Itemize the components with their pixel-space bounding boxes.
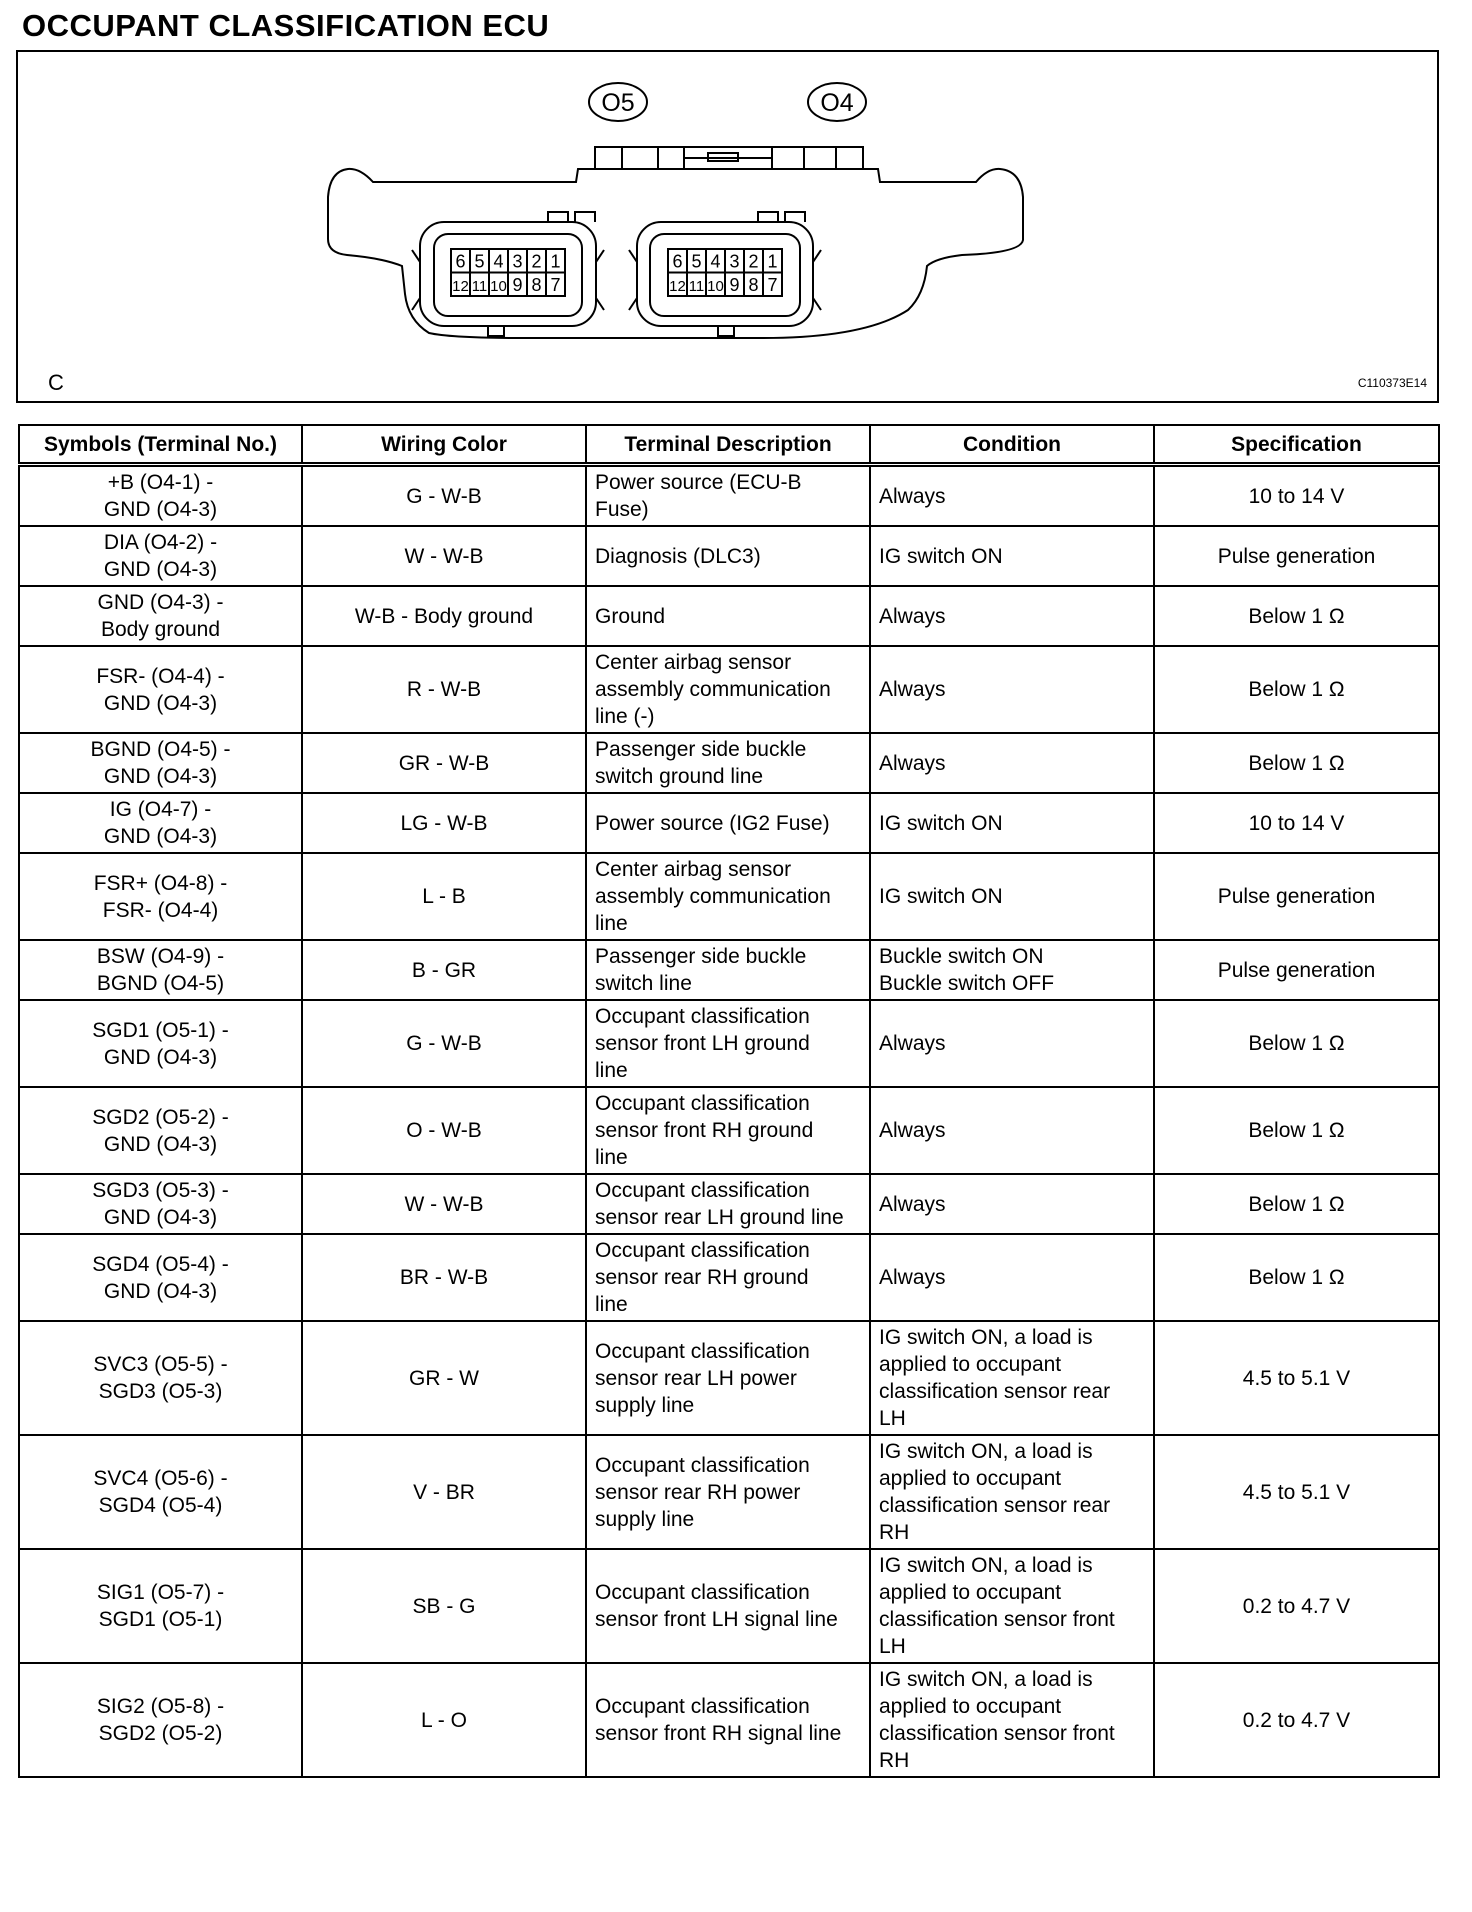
pin-number-label: 12: [452, 278, 469, 295]
specification-cell: 0.2 to 4.7 V: [1154, 1663, 1439, 1777]
specification-cell: Below 1 Ω: [1154, 586, 1439, 646]
specification-cell: 10 to 14 V: [1154, 465, 1439, 527]
description-cell: Diagnosis (DLC3): [586, 526, 870, 586]
connector-drawing: [18, 52, 1437, 401]
header-wiring-color: Wiring Color: [302, 425, 586, 465]
wiring-color-cell: W-B - Body ground: [302, 586, 586, 646]
description-cell: Passenger side buckle switch ground line: [586, 733, 870, 793]
description-cell: Occupant classification sensor front LH ground line: [586, 1000, 870, 1087]
description-cell: Center airbag sensor assembly communication line (-): [586, 646, 870, 733]
specification-cell: Below 1 Ω: [1154, 733, 1439, 793]
table-row: [19, 1234, 1439, 1321]
table-header-row: [19, 425, 1439, 465]
condition-cell: IG switch ON: [870, 526, 1154, 586]
specification-cell: Pulse generation: [1154, 526, 1439, 586]
ecu-top-tab: [595, 147, 863, 169]
view-letter: C: [48, 370, 64, 395]
wiring-color-cell: LG - W-B: [302, 793, 586, 853]
description-cell: Power source (ECU-B Fuse): [586, 465, 870, 527]
table-row: [19, 1663, 1439, 1777]
symbol-cell: BGND (O4-5) - GND (O4-3): [19, 733, 302, 793]
symbol-cell: SIG2 (O5-8) - SGD2 (O5-2): [19, 1663, 302, 1777]
wiring-color-cell: GR - W: [302, 1321, 586, 1435]
condition-cell: IG switch ON, a load is applied to occupant classification sensor front LH: [870, 1549, 1154, 1663]
table-row: [19, 1435, 1439, 1549]
table-row: [19, 526, 1439, 586]
wiring-color-cell: V - BR: [302, 1435, 586, 1549]
specification-cell: Pulse generation: [1154, 940, 1439, 1000]
condition-cell: Always: [870, 1087, 1154, 1174]
pin-grids: [451, 249, 782, 296]
description-cell: Occupant classification sensor rear RH ground line: [586, 1234, 870, 1321]
specification-cell: Below 1 Ω: [1154, 1087, 1439, 1174]
pin-number-label: 11: [471, 278, 488, 295]
table-row: [19, 1087, 1439, 1174]
symbol-cell: SGD1 (O5-1) - GND (O4-3): [19, 1000, 302, 1087]
description-cell: Occupant classification sensor front LH signal line: [586, 1549, 870, 1663]
header-symbols: Symbols (Terminal No.): [19, 425, 302, 465]
condition-cell: IG switch ON, a load is applied to occupant classification sensor rear RH: [870, 1435, 1154, 1549]
symbol-cell: BSW (O4-9) - BGND (O4-5): [19, 940, 302, 1000]
wiring-color-cell: G - W-B: [302, 1000, 586, 1087]
wiring-color-cell: O - W-B: [302, 1087, 586, 1174]
pin-number-label: 3: [512, 251, 523, 272]
header-condition: Condition: [870, 425, 1154, 465]
specification-cell: Below 1 Ω: [1154, 646, 1439, 733]
pin-number-label: 4: [710, 251, 721, 272]
symbol-cell: FSR+ (O4-8) - FSR- (O4-4): [19, 853, 302, 940]
header-terminal-description: Terminal Description: [586, 425, 870, 465]
pin-number-label: 5: [474, 251, 485, 272]
specification-cell: Below 1 Ω: [1154, 1234, 1439, 1321]
pin-number-label: 1: [550, 251, 561, 272]
wiring-color-cell: R - W-B: [302, 646, 586, 733]
pin-number-label: 1: [767, 251, 778, 272]
pin-number-label: 6: [672, 251, 683, 272]
condition-cell: Always: [870, 646, 1154, 733]
header-specification: Specification: [1154, 425, 1439, 465]
table-row: [19, 1321, 1439, 1435]
condition-cell: Always: [870, 733, 1154, 793]
pin-number-label: 9: [512, 275, 523, 295]
symbol-cell: SIG1 (O5-7) - SGD1 (O5-1): [19, 1549, 302, 1663]
pin-number-label: 11: [688, 278, 705, 295]
table-row: [19, 1000, 1439, 1087]
pin-number-label: 6: [455, 251, 466, 272]
pin-number-label: 4: [493, 251, 504, 272]
table-body: [19, 465, 1439, 1778]
specification-cell: Below 1 Ω: [1154, 1000, 1439, 1087]
wiring-color-cell: W - W-B: [302, 526, 586, 586]
specification-cell: 0.2 to 4.7 V: [1154, 1549, 1439, 1663]
wiring-color-cell: SB - G: [302, 1549, 586, 1663]
wiring-color-cell: B - GR: [302, 940, 586, 1000]
pin-number-label: 2: [531, 251, 542, 272]
symbol-cell: GND (O4-3) - Body ground: [19, 586, 302, 646]
description-cell: Center airbag sensor assembly communication line: [586, 853, 870, 940]
specification-cell: 4.5 to 5.1 V: [1154, 1321, 1439, 1435]
wiring-color-cell: GR - W-B: [302, 733, 586, 793]
description-cell: Occupant classification sensor rear LH power supply line: [586, 1321, 870, 1435]
wiring-color-cell: L - O: [302, 1663, 586, 1777]
pin-number-label: 8: [748, 275, 759, 295]
condition-cell: IG switch ON, a load is applied to occupant classification sensor rear LH: [870, 1321, 1154, 1435]
description-cell: Occupant classification sensor rear LH ground line: [586, 1174, 870, 1234]
page-title: OCCUPANT CLASSIFICATION ECU: [22, 8, 550, 43]
pin-number-label: 8: [531, 275, 542, 295]
description-cell: Passenger side buckle switch line: [586, 940, 870, 1000]
condition-cell: IG switch ON: [870, 853, 1154, 940]
condition-cell: Always: [870, 1174, 1154, 1234]
symbol-cell: +B (O4-1) - GND (O4-3): [19, 465, 302, 527]
wiring-color-cell: G - W-B: [302, 465, 586, 527]
table-row: [19, 465, 1439, 527]
symbol-cell: SVC3 (O5-5) - SGD3 (O5-3): [19, 1321, 302, 1435]
description-cell: Ground: [586, 586, 870, 646]
description-cell: Occupant classification sensor rear RH power supply line: [586, 1435, 870, 1549]
condition-cell: Buckle switch ON Buckle switch OFF: [870, 940, 1154, 1000]
specification-cell: 10 to 14 V: [1154, 793, 1439, 853]
symbol-cell: DIA (O4-2) - GND (O4-3): [19, 526, 302, 586]
symbol-cell: SGD2 (O5-2) - GND (O4-3): [19, 1087, 302, 1174]
table-row: [19, 793, 1439, 853]
condition-cell: IG switch ON: [870, 793, 1154, 853]
wiring-color-cell: L - B: [302, 853, 586, 940]
specification-cell: 4.5 to 5.1 V: [1154, 1435, 1439, 1549]
table-row: [19, 646, 1439, 733]
connector-label-o4: O4: [820, 89, 854, 117]
specification-cell: Pulse generation: [1154, 853, 1439, 940]
symbol-cell: SVC4 (O5-6) - SGD4 (O5-4): [19, 1435, 302, 1549]
specification-cell: Below 1 Ω: [1154, 1174, 1439, 1234]
table-row: [19, 733, 1439, 793]
pin-number-label: 10: [707, 278, 724, 295]
condition-cell: IG switch ON, a load is applied to occupant classification sensor front RH: [870, 1663, 1154, 1777]
pin-number-label: 7: [767, 275, 778, 295]
table-row: [19, 1174, 1439, 1234]
pin-number-label: 9: [729, 275, 740, 295]
condition-cell: Always: [870, 1234, 1154, 1321]
symbol-cell: IG (O4-7) - GND (O4-3): [19, 793, 302, 853]
pin-number-label: 12: [669, 278, 686, 295]
symbol-cell: FSR- (O4-4) - GND (O4-3): [19, 646, 302, 733]
description-cell: Occupant classification sensor front RH signal line: [586, 1663, 870, 1777]
terminal-table: [18, 424, 1440, 1778]
pin-number-label: 3: [729, 251, 740, 272]
table-row: [19, 853, 1439, 940]
condition-cell: Always: [870, 465, 1154, 527]
description-cell: Power source (IG2 Fuse): [586, 793, 870, 853]
connector-label-o5: O5: [601, 89, 635, 117]
table-row: [19, 940, 1439, 1000]
table-row: [19, 586, 1439, 646]
condition-cell: Always: [870, 1000, 1154, 1087]
table-row: [19, 1549, 1439, 1663]
pin-number-label: 10: [490, 278, 507, 295]
symbol-cell: SGD3 (O5-3) - GND (O4-3): [19, 1174, 302, 1234]
symbol-cell: SGD4 (O5-4) - GND (O4-3): [19, 1234, 302, 1321]
pin-number-label: 5: [691, 251, 702, 272]
condition-cell: Always: [870, 586, 1154, 646]
pin-number-label: 7: [550, 275, 561, 295]
connector-figure: [16, 50, 1439, 403]
figure-code: C110373E14: [1357, 376, 1427, 390]
description-cell: Occupant classification sensor front RH ground line: [586, 1087, 870, 1174]
wiring-color-cell: W - W-B: [302, 1174, 586, 1234]
pin-number-label: 2: [748, 251, 759, 272]
wiring-color-cell: BR - W-B: [302, 1234, 586, 1321]
